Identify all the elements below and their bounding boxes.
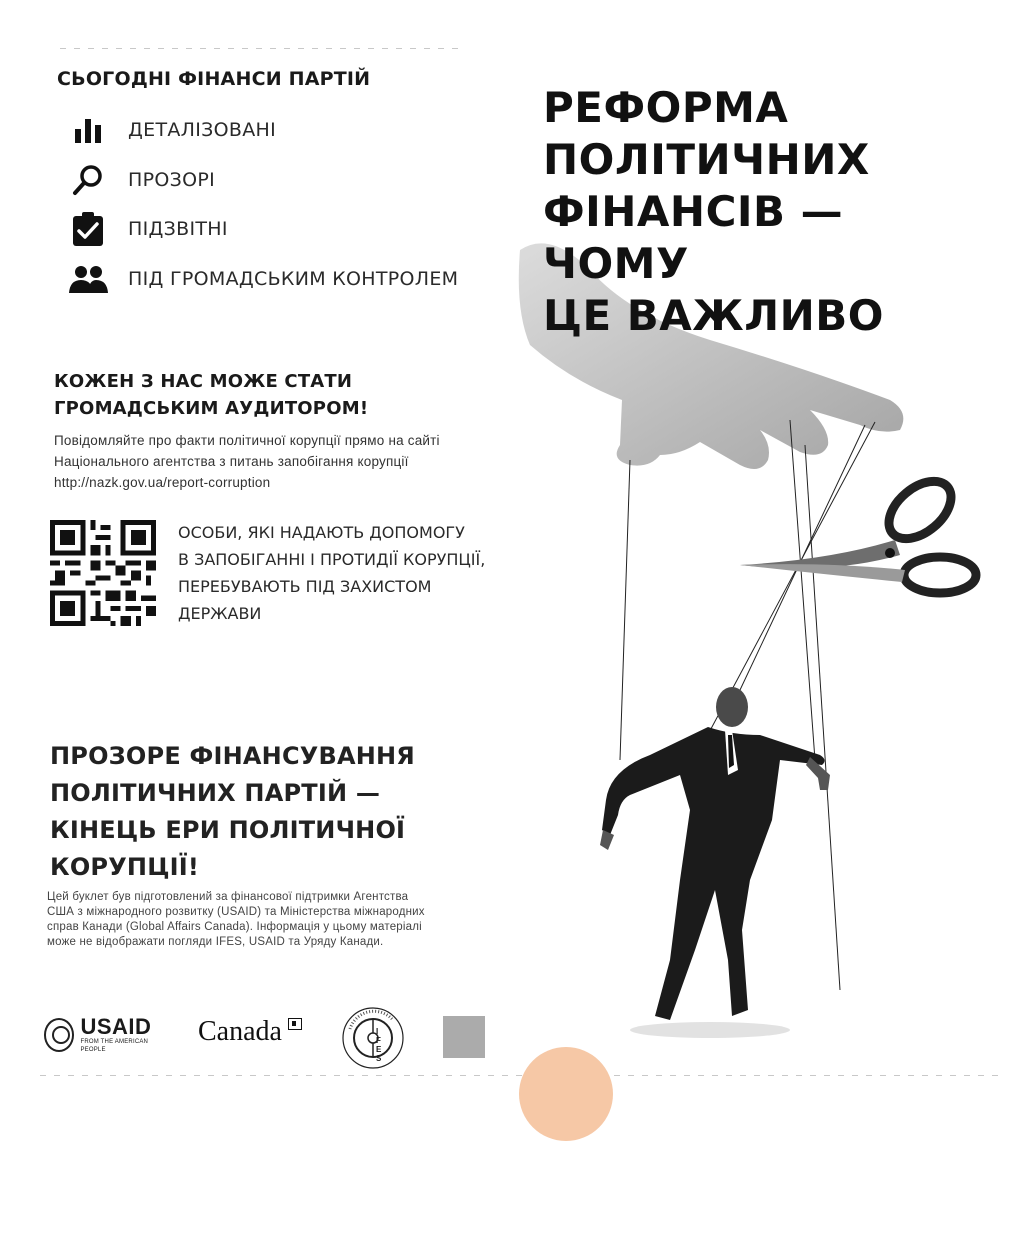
report-corruption-link[interactable]: http://nazk.gov.ua/report-corruption (54, 475, 271, 490)
gray-placeholder-square (443, 1016, 485, 1058)
disclaimer-line: Цей буклет був підготовлений за фінансової підтримки Агентства (47, 891, 409, 903)
main-title-line: ЦЕ ВАЖЛИВО (543, 291, 884, 340)
slogan (50, 738, 500, 886)
disclaimer-line: справ Канади (Global Affairs Canada). Інформація у цьому матеріалі (47, 921, 422, 933)
people-icon (68, 259, 108, 299)
usaid-wordmark: USAID (80, 1014, 152, 1039)
slogan-line: ПОЛІТИЧНИХ ПАРТІЙ — (50, 779, 381, 807)
feature-label: ПІД ГРОМАДСЬКИМ КОНТРОЛЕМ (128, 268, 459, 290)
disclaimer-line: США з міжнародного розвитку (USAID) та Міністерства міжнародних (47, 906, 425, 918)
scan-line-top (60, 48, 460, 49)
clipboard-check-icon (68, 209, 108, 249)
puppet-hand-scissors-illustration (510, 230, 990, 1090)
main-title-line: ФІНАНСІВ — (543, 187, 844, 236)
feature-item-transparent (68, 160, 215, 200)
usaid-logo (44, 1015, 164, 1055)
protection-text-line: В ЗАПОБІГАННІ І ПРОТИДІЇ КОРУПЦІЇ, (178, 550, 486, 569)
main-title-line: ПОЛІТИЧНИХ (543, 135, 870, 184)
auditor-text-line: Повідомляйте про факти політичної корупції прямо на сайті (54, 433, 440, 448)
feature-label: ДЕТАЛІЗОВАНІ (128, 119, 277, 141)
scissors-icon (740, 470, 976, 593)
usaid-seal-icon (44, 1018, 74, 1052)
slogan-line: КІНЕЦЬ ЕРИ ПОЛІТИЧНОЇ КОРУПЦІЇ! (50, 816, 406, 881)
feature-label: ПІДЗВІТНІ (128, 218, 228, 240)
feature-item-accountable (68, 209, 228, 249)
feature-item-public-control (68, 259, 458, 299)
puppet-man (600, 687, 830, 1038)
auditor-title: КОЖЕН З НАС МОЖЕ СТАТИ ГРОМАДСЬКИМ АУДИТОРОМ! (54, 371, 369, 419)
main-title-line: ЧОМУ (543, 239, 689, 288)
feature-item-detailed (68, 110, 276, 150)
feature-label: ПРОЗОРІ (128, 169, 215, 191)
magnifier-icon (68, 160, 108, 200)
auditor-text-line: Національного агентства з питань запобігання корупції (54, 454, 409, 469)
disclaimer (47, 890, 487, 950)
ifes-wordmark: IFES (376, 1027, 382, 1063)
protection-text (178, 519, 498, 627)
bar-chart-icon (68, 110, 108, 150)
slogan-line: ПРОЗОРЕ ФІНАНСУВАННЯ (50, 742, 415, 770)
protection-text-line: ДЕРЖАВИ (178, 604, 262, 623)
ifes-logo (340, 1005, 406, 1071)
peach-circle-mark (519, 1047, 613, 1141)
canada-wordmark: Canada (198, 1016, 282, 1047)
auditor-text (54, 430, 494, 493)
section-title: СЬОГОДНІ ФІНАНСИ ПАРТІЙ (57, 68, 371, 90)
protection-text-line: ПЕРЕБУВАЮТЬ ПІД ЗАХИСТОМ (178, 577, 432, 596)
main-title (543, 82, 1003, 342)
usaid-tagline: FROM THE AMERICAN PEOPLE (80, 1039, 149, 1053)
canada-flag-icon (288, 1018, 302, 1030)
protection-text-line: ОСОБИ, ЯКІ НАДАЮТЬ ДОПОМОГУ (178, 523, 465, 542)
qr-code[interactable] (50, 520, 156, 626)
main-title-line: РЕФОРМА (543, 83, 789, 132)
disclaimer-line: може не відображати погляди IFES, USAID та Уряду Канади. (47, 936, 384, 948)
